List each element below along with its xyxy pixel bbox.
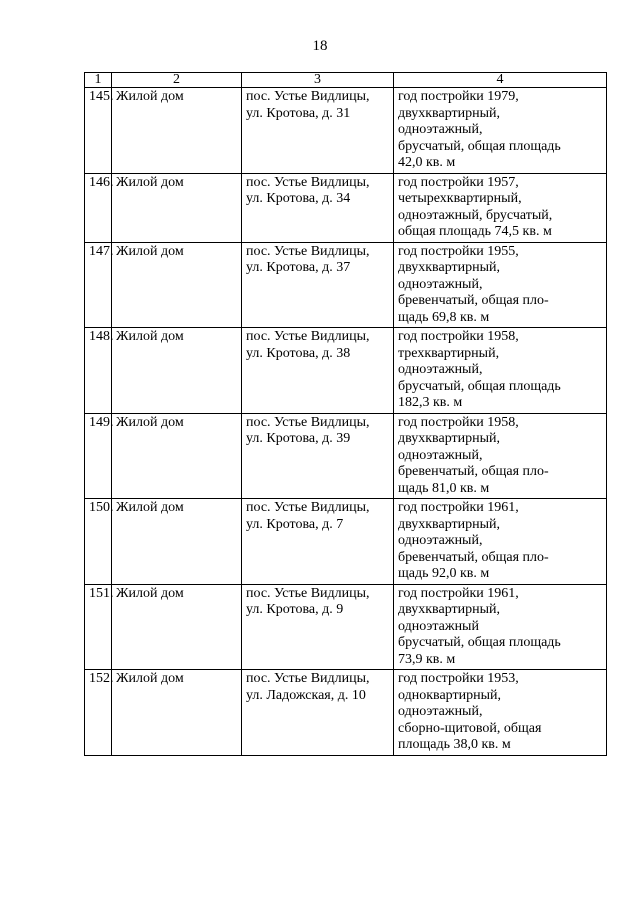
- row-number: 145.: [85, 88, 112, 174]
- address-cell: пос. Устье Видлицы, ул. Кротова, д. 38: [242, 328, 394, 414]
- row-number: 152.: [85, 670, 112, 756]
- row-number: 146.: [85, 173, 112, 242]
- row-number: 148.: [85, 328, 112, 414]
- table-header-row: [85, 73, 607, 88]
- object-name: Жилой дом: [112, 328, 242, 414]
- address-cell: пос. Устье Видлицы, ул. Ладожская, д. 10: [242, 670, 394, 756]
- table-row: [85, 670, 607, 756]
- row-number: 150.: [85, 499, 112, 585]
- description-cell: год постройки 1958, двухквартирный, одноэтажный, бревенчатый, общая пло- щадь 81,0 кв. м: [394, 413, 607, 499]
- row-number: 151.: [85, 584, 112, 670]
- object-name: Жилой дом: [112, 242, 242, 328]
- object-name: Жилой дом: [112, 584, 242, 670]
- table-row: [85, 88, 607, 174]
- table-row: [85, 413, 607, 499]
- address-cell: пос. Устье Видлицы, ул. Кротова, д. 7: [242, 499, 394, 585]
- table-row: [85, 499, 607, 585]
- property-table: [84, 72, 607, 756]
- column-header: 2: [112, 73, 242, 88]
- address-cell: пос. Устье Видлицы, ул. Кротова, д. 37: [242, 242, 394, 328]
- description-cell: год постройки 1958, трехквартирный, одноэтажный, брусчатый, общая площадь 182,3 кв. м: [394, 328, 607, 414]
- description-cell: год постройки 1957, четырехквартирный, одноэтажный, брусчатый, общая площадь 74,5 кв. м: [394, 173, 607, 242]
- description-cell: год постройки 1979, двухквартирный, одноэтажный, брусчатый, общая площадь 42,0 кв. м: [394, 88, 607, 174]
- column-header: 4: [394, 73, 607, 88]
- table-row: [85, 584, 607, 670]
- description-cell: год постройки 1961, двухквартирный, одноэтажный брусчатый, общая площадь 73,9 кв. м: [394, 584, 607, 670]
- table-row: [85, 173, 607, 242]
- table-row: [85, 242, 607, 328]
- description-cell: год постройки 1955, двухквартирный, одноэтажный, бревенчатый, общая пло- щадь 69,8 кв. м: [394, 242, 607, 328]
- table-row: [85, 328, 607, 414]
- object-name: Жилой дом: [112, 88, 242, 174]
- description-cell: год постройки 1961, двухквартирный, одноэтажный, бревенчатый, общая пло- щадь 92,0 кв. м: [394, 499, 607, 585]
- row-number: 149.: [85, 413, 112, 499]
- object-name: Жилой дом: [112, 173, 242, 242]
- address-cell: пос. Устье Видлицы, ул. Кротова, д. 34: [242, 173, 394, 242]
- address-cell: пос. Устье Видлицы, ул. Кротова, д. 31: [242, 88, 394, 174]
- column-header: 3: [242, 73, 394, 88]
- column-header: 1: [85, 73, 112, 88]
- object-name: Жилой дом: [112, 413, 242, 499]
- row-number: 147.: [85, 242, 112, 328]
- address-cell: пос. Устье Видлицы, ул. Кротова, д. 9: [242, 584, 394, 670]
- object-name: Жилой дом: [112, 499, 242, 585]
- description-cell: год постройки 1953, одноквартирный, одноэтажный, сборно-щитовой, общая площадь 38,0 кв. м: [394, 670, 607, 756]
- page-number: 18: [312, 38, 328, 54]
- object-name: Жилой дом: [112, 670, 242, 756]
- address-cell: пос. Устье Видлицы, ул. Кротова, д. 39: [242, 413, 394, 499]
